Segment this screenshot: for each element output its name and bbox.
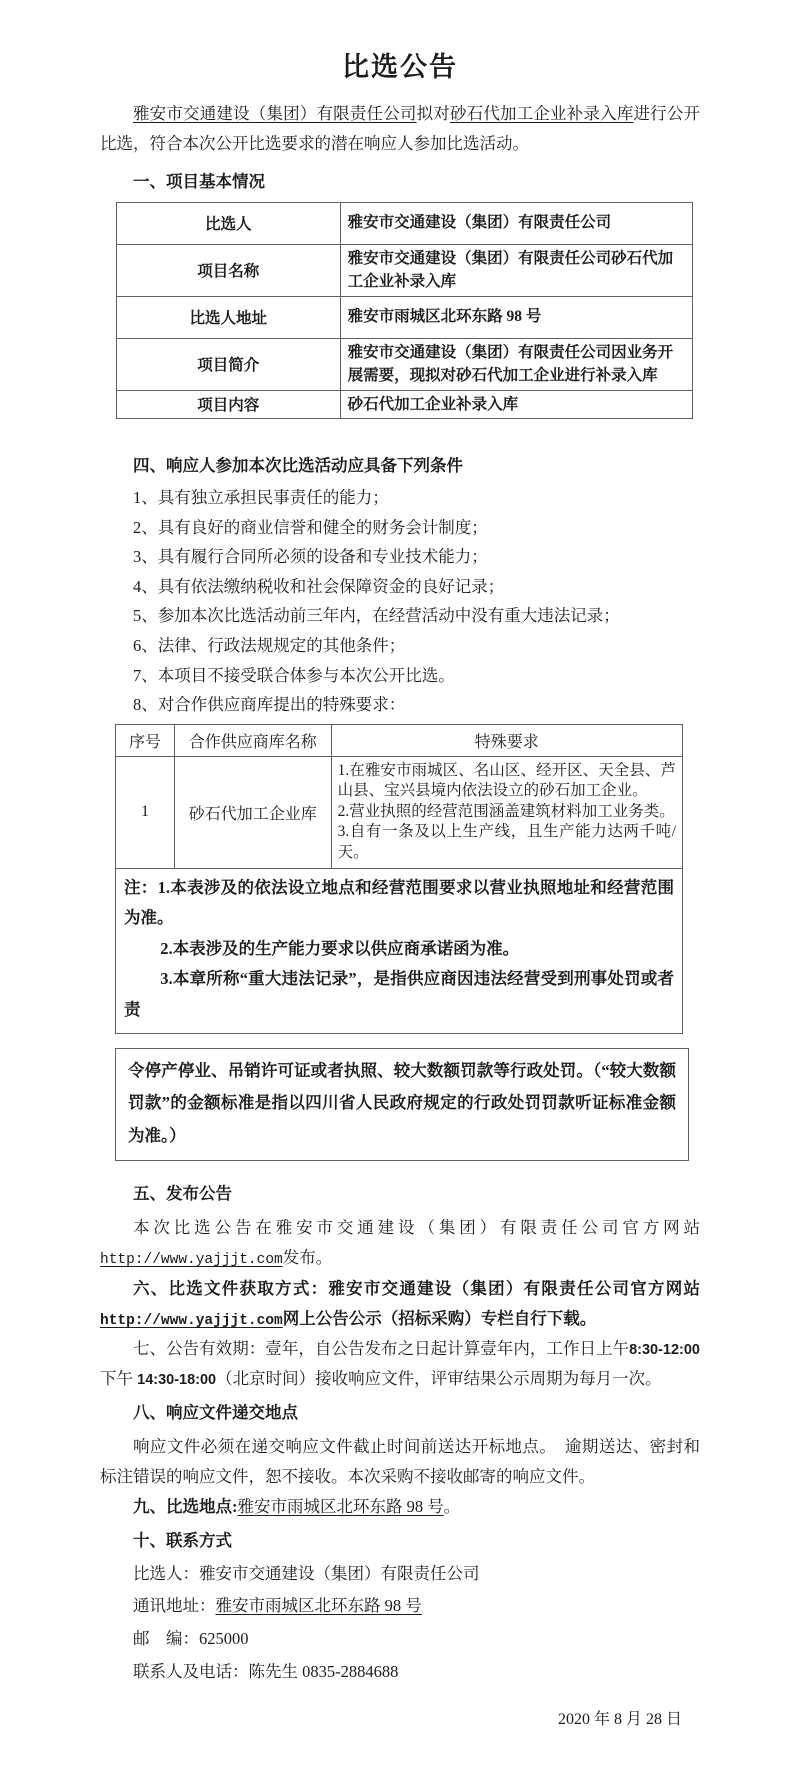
section-8-paragraph: 响应文件必须在递交响应文件截止时间前送达开标地点。 逾期送达、密封和标注错误的响应文件，恕不接收。本次采购不接收邮寄的响应文件。: [100, 1437, 700, 1487]
section-4-heading: 四、响应人参加本次比选活动应具备下列条件: [133, 455, 463, 475]
section-9-lead: 九、比选地点:: [133, 1497, 238, 1517]
contact-phone: 陈先生 0835-2884688: [248, 1661, 399, 1681]
condition-item: 6、法律、行政法规规定的其他条件；: [133, 635, 406, 655]
contact-line: [100, 1561, 700, 1587]
requirement-item: 3.自有一条及以上生产线，且生产能力达两千吨/天。: [337, 823, 676, 862]
selection-address: 雅安市雨城区北环东路 98 号: [237, 1497, 444, 1517]
condition-item: 3、具有履行合同所必须的设备和专业技术能力；: [133, 547, 488, 567]
section-9-paragraph: [100, 1492, 700, 1522]
row-label: 项目名称: [117, 244, 341, 296]
condition-item: 1、具有独立承担民事责任的能力；: [133, 488, 389, 508]
section-7-tail: （北京时间）接收响应文件，评审结果公示周期为每月一次。: [216, 1368, 662, 1388]
section-6-tail: 网上公告公示（招标采购）专栏自行下载。: [282, 1308, 597, 1328]
condition-item: 8、对合作供应商库提出的特殊要求：: [133, 695, 406, 715]
intro-paragraph: [100, 99, 700, 159]
section-6-lead: 六、比选文件获取方式：雅安市交通建设（集团）有限责任公司官方网站: [133, 1278, 700, 1298]
row-value: 雅安市雨城区北环东路 98 号: [340, 296, 692, 338]
condition-item: 2、具有良好的商业信誉和健全的财务会计制度；: [133, 517, 488, 537]
intro-company-name: 雅安市交通建设（集团）有限责任公司: [133, 104, 417, 124]
supplier-table: [115, 724, 683, 1035]
row-label: 比选人: [117, 202, 341, 244]
afternoon-hours: 14:30-18:00: [137, 1371, 217, 1388]
website-link[interactable]: http://www.yajjjt.com: [100, 1252, 283, 1269]
table-row: [117, 202, 693, 244]
intro-mid-text: 拟对: [416, 104, 450, 124]
contact-address: 雅安市雨城区北环东路 98 号: [215, 1596, 422, 1616]
table-row: [117, 244, 693, 296]
section-10-heading: 十、联系方式: [133, 1531, 232, 1551]
section-7-mid: 下午: [100, 1368, 138, 1388]
section-6-paragraph: [100, 1274, 700, 1334]
page-title: 比选公告: [342, 52, 458, 82]
contact-label: 邮 编：: [133, 1628, 199, 1648]
contact-line: [100, 1593, 700, 1619]
requirement-item: 1.在雅安市雨城区、名山区、经开区、天全县、芦山县、宝兴县境内依法设立的砂石加工企业。: [337, 761, 676, 800]
section-8-heading: 八、响应文件递交地点: [133, 1403, 298, 1422]
contact-label: 联系人及电话：: [133, 1661, 249, 1681]
contact-label: 通讯地址：: [133, 1596, 216, 1616]
note-continuation-box: 令停产停业、吊销许可证或者执照、较大数额罚款等行政处罚。（“较大数额罚款”的金额标准是指以四川省人民政府规定的行政处罚罚款听证标准金额为准。）: [115, 1048, 689, 1161]
announcement-text-before: 本次比选公告在雅安市交通建设（集团）有限责任公司官方网站: [133, 1218, 700, 1238]
row-value: 雅安市交通建设（集团）有限责任公司: [340, 202, 692, 244]
note-item: 3.本章所称“重大违法记录”，是指供应商因违法经营受到刑事处罚或者责: [124, 969, 674, 1019]
section-1-heading: 一、项目基本情况: [133, 172, 265, 192]
supplier-library-name: 砂石代加工企业库: [174, 756, 331, 868]
postal-code: 625000: [199, 1628, 249, 1648]
row-label: 项目简介: [117, 338, 341, 390]
section-5-heading: 五、发布公告: [133, 1183, 232, 1203]
contact-line: [100, 1659, 700, 1685]
project-info-table: [116, 202, 693, 419]
intro-project-name: 砂石代加工企业补录入库: [449, 104, 634, 124]
table-row: [117, 338, 693, 390]
table-row: [117, 296, 693, 338]
row-label: 项目内容: [117, 390, 341, 418]
section-7-lead: 七、公告有效期：壹年，自公告发布之日起计算壹年内，工作日上午: [133, 1338, 630, 1358]
contact-value: 雅安市交通建设（集团）有限责任公司: [199, 1563, 480, 1583]
supplier-table-row: [116, 756, 683, 868]
section-9-tail: 。: [443, 1497, 461, 1517]
condition-item: 5、参加本次比选活动前三年内，在经营活动中没有重大违法记录；: [133, 606, 620, 626]
requirement-item: 2.营业执照的经营范围涵盖建筑材料加工业务类。: [337, 802, 675, 820]
row-value: 砂石代加工企业补录入库: [340, 390, 692, 418]
row-number: 1: [116, 756, 175, 868]
contact-line: [100, 1626, 700, 1652]
column-header: 特殊要求: [331, 724, 682, 756]
supplier-table-notes-row: [116, 868, 683, 1034]
condition-item: 7、本项目不接受联合体参与本次公开比选。: [133, 665, 455, 685]
condition-item: 4、具有依法缴纳税收和社会保障资金的良好记录；: [133, 576, 505, 596]
row-value: 雅安市交通建设（集团）有限责任公司因业务开展需要，现拟对砂石代加工企业进行补录入库: [340, 338, 692, 390]
note-item: 注：1.本表涉及的依法设立地点和经营范围要求以营业执照地址和经营范围为准。: [124, 877, 674, 928]
website-link[interactable]: http://www.yajjjt.com: [100, 1312, 283, 1329]
row-label: 比选人地址: [117, 296, 341, 338]
table-row: [117, 390, 693, 418]
table-notes-cell: [116, 868, 683, 1034]
morning-hours: 8:30-12:00: [629, 1341, 700, 1358]
supplier-table-header-row: [116, 724, 683, 756]
special-requirements-cell: [331, 756, 682, 868]
section-7-paragraph: [100, 1334, 700, 1394]
row-value: 雅安市交通建设（集团）有限责任公司砂石代加工企业补录入库: [340, 244, 692, 296]
note-item: 2.本表涉及的生产能力要求以供应商承诺函为准。: [160, 938, 520, 958]
column-header: 序号: [116, 724, 175, 756]
section-5-paragraph: [100, 1213, 700, 1273]
document-date: 2020 年 8 月 28 日: [557, 1711, 682, 1729]
intro-rest-text: 进行公开比选，符合本次公开比选要求的潜在响应人参加比选活动。: [100, 104, 701, 154]
announcement-text-after: 发布。: [282, 1248, 333, 1268]
contact-label: 比选人：: [133, 1563, 199, 1583]
column-header: 合作供应商库名称: [174, 724, 331, 756]
